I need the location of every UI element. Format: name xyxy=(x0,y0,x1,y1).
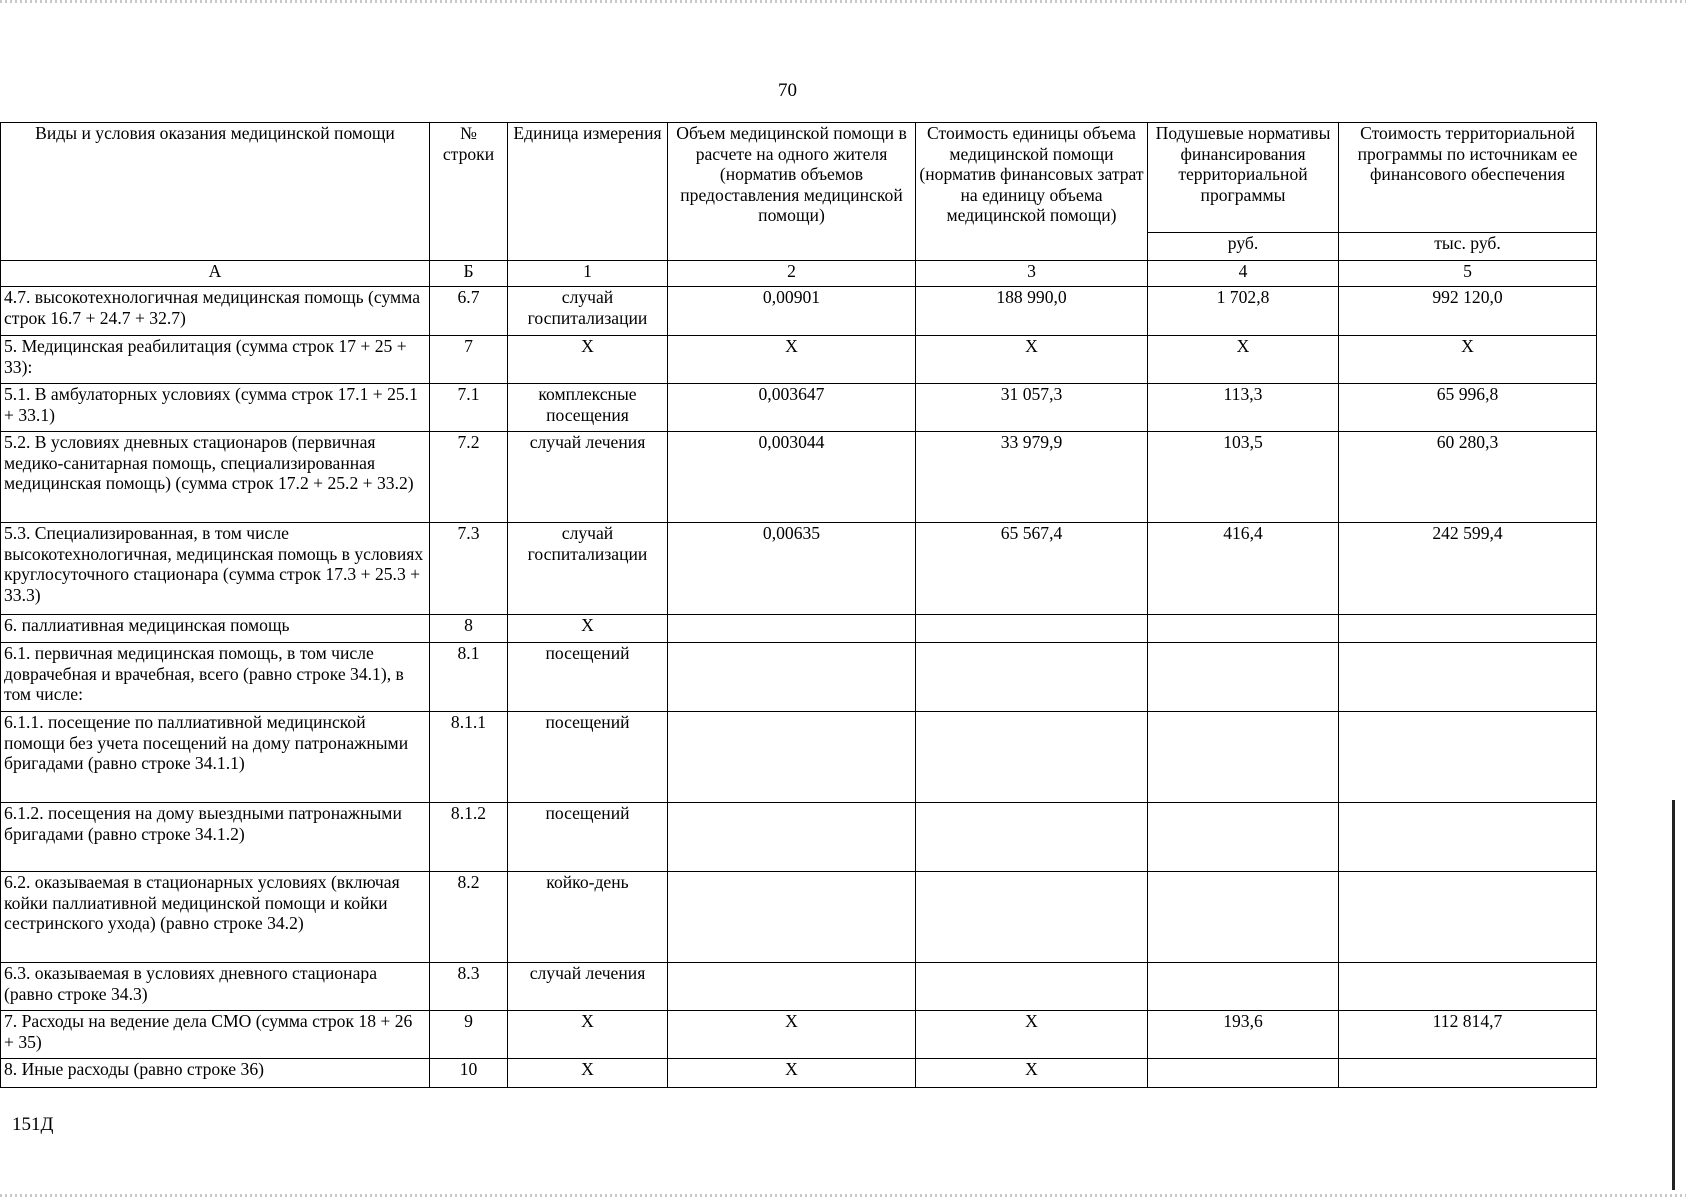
row-per-capita: 1 702,8 xyxy=(1148,287,1339,336)
row-unit: X xyxy=(508,1011,668,1059)
row-total-cost: 112 814,7 xyxy=(1339,1011,1597,1059)
row-per-capita: 416,4 xyxy=(1148,523,1339,615)
header-unit-rub: руб. xyxy=(1148,233,1339,261)
row-volume: 0,003647 xyxy=(668,384,916,432)
row-unit: случай лечения xyxy=(508,963,668,1011)
table-row xyxy=(1,1011,1597,1059)
row-label: 6.1.2. посещения на дому выездными патронажными бригадами (равно строке 34.1.2) xyxy=(1,803,430,872)
row-unit-cost: 31 057,3 xyxy=(916,384,1148,432)
row-label: 6. паллиативная медицинская помощь xyxy=(1,615,430,643)
row-number: 8.2 xyxy=(430,872,508,963)
row-per-capita xyxy=(1148,803,1339,872)
row-number: 7.3 xyxy=(430,523,508,615)
row-label: 5.3. Специализированная, в том числе высокотехнологичная, медицинская помощь в условиях круглосуточного стационара (сумма строк 17.3 + 25.3 + 33.3) xyxy=(1,523,430,615)
table-row xyxy=(1,872,1597,963)
table-row xyxy=(1,336,1597,384)
row-per-capita xyxy=(1148,963,1339,1011)
row-volume: X xyxy=(668,1011,916,1059)
row-unit: посещений xyxy=(508,643,668,712)
row-unit-cost xyxy=(916,712,1148,803)
financing-table xyxy=(0,122,1597,1088)
row-total-cost xyxy=(1339,643,1597,712)
header-row-number: № строки xyxy=(430,123,508,261)
header-unit-thousand-rub: тыс. руб. xyxy=(1339,233,1597,261)
row-total-cost xyxy=(1339,1059,1597,1088)
row-per-capita xyxy=(1148,872,1339,963)
header-types-conditions: Виды и условия оказания медицинской помощи xyxy=(1,123,430,261)
row-label: 5.1. В амбулаторных условиях (сумма строк 17.1 + 25.1 + 33.1) xyxy=(1,384,430,432)
row-unit-cost xyxy=(916,963,1148,1011)
row-label: 6.1.1. посещение по паллиативной медицинской помощи без учета посещений на дому патронажными бригадами (равно строке 34.1.1) xyxy=(1,712,430,803)
page-number: 70 xyxy=(778,80,797,101)
row-unit: комплексные посещения xyxy=(508,384,668,432)
row-unit-cost xyxy=(916,615,1148,643)
row-total-cost: 992 120,0 xyxy=(1339,287,1597,336)
row-volume: 0,00635 xyxy=(668,523,916,615)
row-unit: X xyxy=(508,336,668,384)
row-unit-cost xyxy=(916,643,1148,712)
row-total-cost: X xyxy=(1339,336,1597,384)
table-body xyxy=(1,287,1597,1088)
row-total-cost xyxy=(1339,872,1597,963)
header-row xyxy=(1,123,1597,233)
row-volume xyxy=(668,872,916,963)
row-unit: случай госпитализации xyxy=(508,523,668,615)
scan-edge-top xyxy=(0,0,1686,3)
table-row xyxy=(1,712,1597,803)
column-index-cell: 5 xyxy=(1339,261,1597,287)
row-total-cost xyxy=(1339,803,1597,872)
row-number: 9 xyxy=(430,1011,508,1059)
row-per-capita: X xyxy=(1148,336,1339,384)
row-unit-cost: 188 990,0 xyxy=(916,287,1148,336)
row-volume: 0,003044 xyxy=(668,432,916,523)
table-header xyxy=(1,123,1597,261)
table-index xyxy=(1,261,1597,287)
row-volume xyxy=(668,963,916,1011)
row-label: 6.2. оказываемая в стационарных условиях (включая койки паллиативной медицинской помощи и койки сестринского ухода) (равно строке 34.2) xyxy=(1,872,430,963)
table-row xyxy=(1,803,1597,872)
row-number: 7 xyxy=(430,336,508,384)
column-index-cell: 2 xyxy=(668,261,916,287)
row-total-cost xyxy=(1339,712,1597,803)
row-label: 6.3. оказываемая в условиях дневного стационара (равно строке 34.3) xyxy=(1,963,430,1011)
row-volume: 0,00901 xyxy=(668,287,916,336)
row-total-cost: 65 996,8 xyxy=(1339,384,1597,432)
table-row xyxy=(1,523,1597,615)
row-per-capita xyxy=(1148,712,1339,803)
column-index-cell: Б xyxy=(430,261,508,287)
column-index-cell: 3 xyxy=(916,261,1148,287)
scan-edge-right xyxy=(1672,800,1675,1190)
row-number: 8.1.2 xyxy=(430,803,508,872)
row-unit-cost: X xyxy=(916,336,1148,384)
row-unit-cost xyxy=(916,803,1148,872)
row-label: 4.7. высокотехнологичная медицинская помощь (сумма строк 16.7 + 24.7 + 32.7) xyxy=(1,287,430,336)
row-label: 8. Иные расходы (равно строке 36) xyxy=(1,1059,430,1088)
row-unit-cost xyxy=(916,872,1148,963)
table-row xyxy=(1,287,1597,336)
row-unit-cost: X xyxy=(916,1059,1148,1088)
row-unit: случай госпитализации xyxy=(508,287,668,336)
row-label: 5. Медицинская реабилитация (сумма строк 17 + 25 + 33): xyxy=(1,336,430,384)
row-volume: X xyxy=(668,336,916,384)
row-number: 10 xyxy=(430,1059,508,1088)
row-label: 6.1. первичная медицинская помощь, в том числе доврачебная и врачебная, всего (равно строке 34.1), в том числе: xyxy=(1,643,430,712)
column-index-row xyxy=(1,261,1597,287)
table-row xyxy=(1,384,1597,432)
column-index-cell: 4 xyxy=(1148,261,1339,287)
row-unit: койко-день xyxy=(508,872,668,963)
row-number: 7.2 xyxy=(430,432,508,523)
header-per-capita-norms: Подушевые нормативы финансирования территориальной программы xyxy=(1148,123,1339,233)
row-unit: посещений xyxy=(508,803,668,872)
row-number: 6.7 xyxy=(430,287,508,336)
row-volume xyxy=(668,615,916,643)
scan-edge-bottom xyxy=(0,1194,1686,1197)
row-total-cost xyxy=(1339,615,1597,643)
table-row xyxy=(1,432,1597,523)
row-per-capita xyxy=(1148,615,1339,643)
document-code: 151Д xyxy=(12,1114,54,1135)
row-unit-cost: 65 567,4 xyxy=(916,523,1148,615)
row-per-capita: 113,3 xyxy=(1148,384,1339,432)
row-unit-cost: X xyxy=(916,1011,1148,1059)
row-label: 5.2. В условиях дневных стационаров (первичная медико-санитарная помощь, специализированная медицинская помощь) (сумма строк 17.2 + 25.2 + 33.2) xyxy=(1,432,430,523)
row-per-capita xyxy=(1148,643,1339,712)
row-per-capita: 103,5 xyxy=(1148,432,1339,523)
table-row xyxy=(1,615,1597,643)
table-row xyxy=(1,963,1597,1011)
header-program-cost: Стоимость территориальной программы по источникам ее финансового обеспечения xyxy=(1339,123,1597,233)
row-unit-cost: 33 979,9 xyxy=(916,432,1148,523)
row-number: 8.1 xyxy=(430,643,508,712)
row-total-cost: 60 280,3 xyxy=(1339,432,1597,523)
table-row xyxy=(1,643,1597,712)
row-total-cost: 242 599,4 xyxy=(1339,523,1597,615)
row-number: 8 xyxy=(430,615,508,643)
row-per-capita: 193,6 xyxy=(1148,1011,1339,1059)
row-unit: случай лечения xyxy=(508,432,668,523)
row-number: 8.3 xyxy=(430,963,508,1011)
row-number: 7.1 xyxy=(430,384,508,432)
row-per-capita xyxy=(1148,1059,1339,1088)
row-unit: X xyxy=(508,615,668,643)
header-volume-per-resident: Объем медицинской помощи в расчете на одного жителя (норматив объемов предоставления медицинской помощи) xyxy=(668,123,916,261)
row-total-cost xyxy=(1339,963,1597,1011)
row-unit: X xyxy=(508,1059,668,1088)
header-unit-cost: Стоимость единицы объема медицинской помощи (норматив финансовых затрат на единицу объема медицинской помощи) xyxy=(916,123,1148,261)
row-number: 8.1.1 xyxy=(430,712,508,803)
column-index-cell: 1 xyxy=(508,261,668,287)
row-volume xyxy=(668,712,916,803)
row-unit: посещений xyxy=(508,712,668,803)
column-index-cell: А xyxy=(1,261,430,287)
row-volume xyxy=(668,803,916,872)
row-volume: X xyxy=(668,1059,916,1088)
table-row xyxy=(1,1059,1597,1088)
row-volume xyxy=(668,643,916,712)
header-unit-of-measure: Единица измерения xyxy=(508,123,668,261)
row-label: 7. Расходы на ведение дела СМО (сумма строк 18 + 26 + 35) xyxy=(1,1011,430,1059)
